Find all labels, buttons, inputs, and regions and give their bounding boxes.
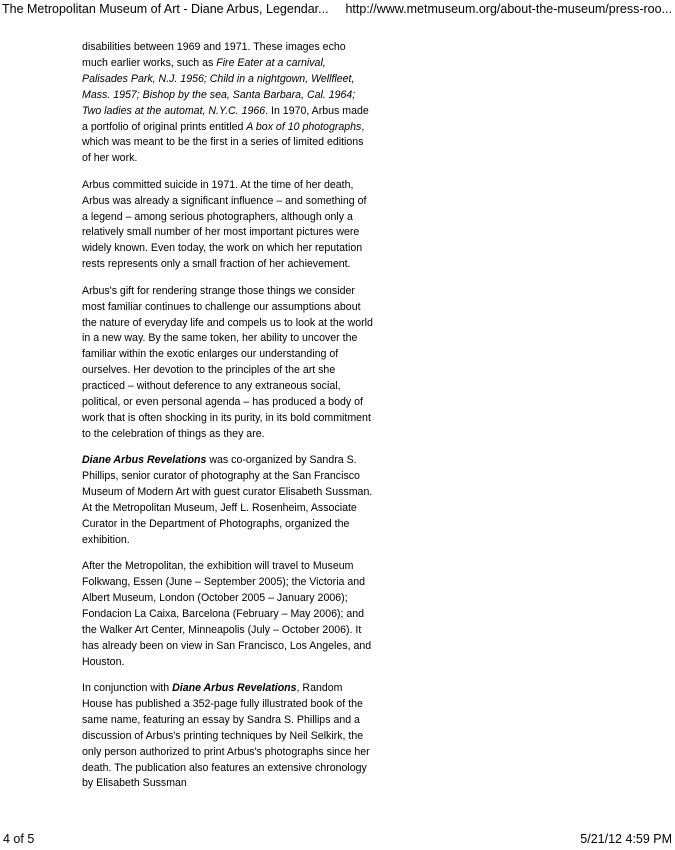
paragraph-tour: After the Metropolitan, the exhibition will travel to Museum Folkwang, Essen (June – September 2005); the Victoria and Albert Museum, London (October 2005 – January 2006); Fondacion La Caixa, Barcelona (February – May 2006); and the Walker Art Center, Minneapolis (July – October 2006). It has already been on view in San Francisco, Los Angeles, and Houston. bbox=[82, 560, 372, 668]
exhibition-title: Diane Arbus Revelations bbox=[82, 454, 207, 467]
article-body bbox=[82, 40, 374, 803]
paragraph-portfolio bbox=[82, 40, 374, 167]
print-header bbox=[0, 0, 675, 22]
text-run: , Random House has published a 352-page fully illustrated book of the same name, featuring an essay by Sandra S. Phillips and a discussion of Arbus's printing techniques by Neil Selkirk, the only person authorized to print Arbus's photographs since her death. The publication also features an extensive chronology by Elisabeth Sussman bbox=[82, 682, 370, 790]
text-run: disabilities between 1969 and 1971. These images echo much earlier works, such as bbox=[82, 41, 346, 69]
print-footer bbox=[0, 830, 675, 848]
text-run: In conjunction with bbox=[82, 682, 173, 695]
page-title: The Metropolitan Museum of Art - Diane Arbus, Legendar... bbox=[2, 2, 329, 16]
paragraph-publication bbox=[82, 681, 374, 792]
exhibition-title: Diane Arbus Revelations bbox=[172, 682, 297, 695]
text-run: , which was meant to be the first in a series of limited editions of her work. bbox=[82, 120, 365, 165]
print-datetime: 5/21/12 4:59 PM bbox=[580, 832, 672, 846]
page-number: 4 of 5 bbox=[3, 832, 35, 846]
paragraph-death: Arbus committed suicide in 1971. At the time of her death, Arbus was already a significant influence – and something of a legend – among serious photographers, although only a relatively small number of her most important pictures were widely known. Even today, the work on which her reputation rests represents only a small fraction of her achievement. bbox=[82, 178, 367, 271]
text-run: was co-organized by Sandra S. Phillips, senior curator of photography at the San Francisco Museum of Modern Art with guest curator Elisabeth Sussman. At the Metropolitan Museum, Jeff L. Rosenheim, Associate Curator in the Department of Photographs, organized the exhibition. bbox=[82, 454, 373, 546]
artwork-titles: Fire Eater at a carnival, Palisades Park, N.J. 1956; Child in a nightgown, Wellfleet, Mass. 1957; Bishop by the sea, Santa Barbara, Cal. 1964; Two ladies at the automat, N.Y.C. 1966 bbox=[82, 56, 356, 117]
paragraph-organizers bbox=[82, 453, 374, 548]
paragraph-legacy: Arbus's gift for rendering strange those things we consider most familiar continues to challenge our assumptions about the nature of everyday life and compels us to look at the world in a new way. By the same token, her ability to uncover the familiar within the exotic enlarges our understanding of ourselves. Her devotion to the principles of the art she practiced – without deference to any extraneous social, political, or even personal agenda – has produced a body of work that is often shocking in its purity, in its bold commitment to the celebration of things as they are. bbox=[82, 284, 373, 440]
portfolio-title: A box of 10 photographs bbox=[246, 120, 362, 133]
page-url: http://www.metmuseum.org/about-the-museum/press-roo... bbox=[345, 2, 672, 16]
text-run: . In 1970, Arbus made a portfolio of original prints entitled bbox=[82, 104, 369, 133]
